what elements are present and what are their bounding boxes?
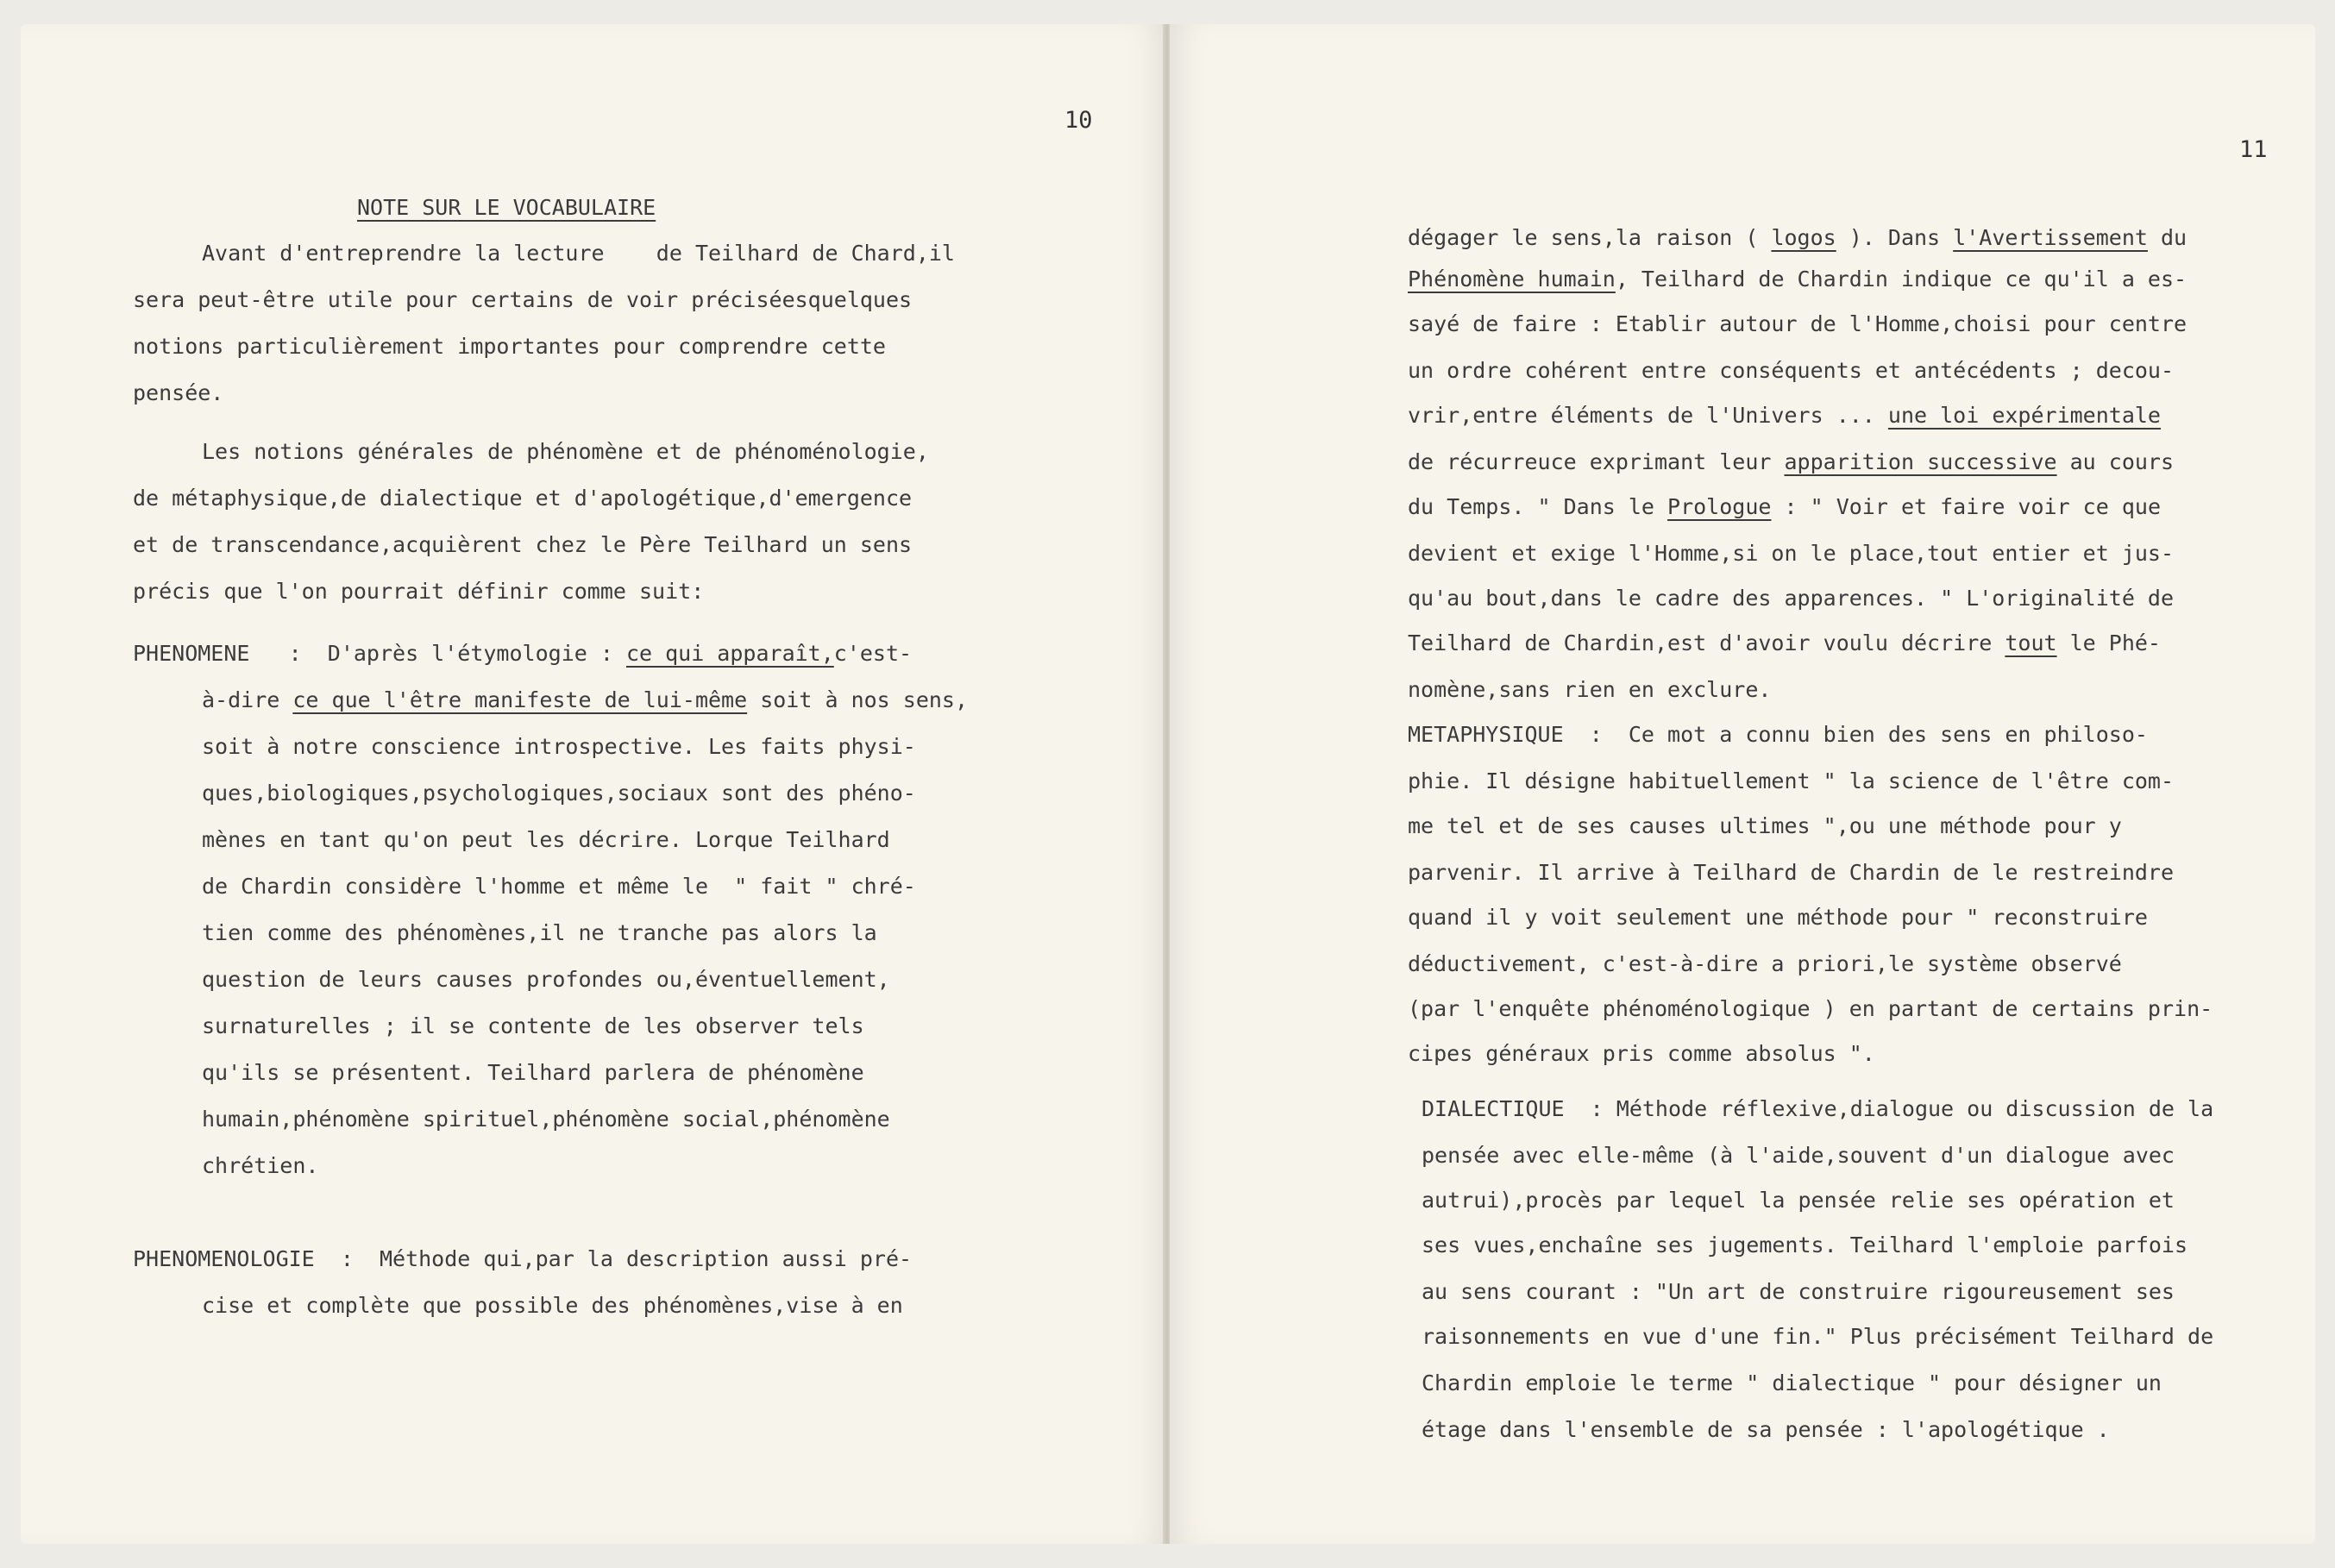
text-line: de métaphysique,de dialectique et d'apologétique,d'emergence <box>133 486 913 511</box>
text-line: cipes généraux pris comme absolus ". <box>1408 1041 1875 1066</box>
text-line: tien comme des phénomènes,il ne tranche pas alors la <box>202 920 877 945</box>
text-line: phie. Il désigne habituellement " la science de l'être com- <box>1408 768 2175 793</box>
text-line: vrir,entre éléments de l'Univers ... une loi expérimentale <box>1408 403 2161 428</box>
section-title: NOTE SUR LE VOCABULAIRE <box>357 195 656 220</box>
text-line: cise et complète que possible des phénomènes,vise à en <box>202 1293 903 1318</box>
text-line: du Temps. " Dans le Prologue : " Voir et faire voir ce que <box>1408 494 2161 519</box>
text-line: Teilhard de Chardin,est d'avoir voulu décrire tout le Phé- <box>1408 630 2161 655</box>
text-line: de Chardin considère l'homme et même le " fait " chré- <box>202 874 916 899</box>
text-line: chrétien. <box>202 1153 319 1178</box>
text-line: nomène,sans rien en exclure. <box>1408 677 1772 702</box>
right-page <box>1170 24 2315 1544</box>
definition-metaphysique: METAPHYSIQUE : Ce mot a connu bien des sens en philoso- <box>1408 722 2148 747</box>
text-line: devient et exige l'Homme,si on le place,tout entier et jus- <box>1408 541 2175 566</box>
text-line: de récurreuce exprimant leur apparition successive au cours <box>1408 449 2175 474</box>
text-line: Chardin emploie le terme " dialectique " pour désigner un <box>1422 1370 2162 1396</box>
page-number-right: 11 <box>2239 136 2268 163</box>
text-line: ses vues,enchaîne ses jugements. Teilhard l'emploie parfois <box>1422 1232 2188 1258</box>
text-line: étage dans l'ensemble de sa pensée : l'apologétique . <box>1422 1417 2110 1442</box>
text-line: autrui),procès par lequel la pensée relie ses opération et <box>1422 1188 2175 1213</box>
text-line: me tel et de ses causes ultimes ",ou une méthode pour y <box>1408 813 2122 838</box>
text-line: pensée. <box>133 380 224 405</box>
page-number-left: 10 <box>1064 107 1093 134</box>
text-line: notions particulièrement importantes pour comprendre cette <box>133 334 886 359</box>
text-line: déductivement, c'est-à-dire a priori,le système observé <box>1408 951 2122 976</box>
text-line: Les notions générales de phénomène et de phénoménologie, <box>202 439 929 464</box>
text-line: au sens courant : "Un art de construire rigoureusement ses <box>1422 1279 2175 1304</box>
text-line: question de leurs causes profondes ou,éventuellement, <box>202 967 890 992</box>
text-line: surnaturelles ; il se contente de les observer tels <box>202 1013 864 1038</box>
text-line: qu'ils se présentent. Teilhard parlera de phénomène <box>202 1060 864 1085</box>
text-line: Avant d'entreprendre la lecture de Teilhard de Chard,il <box>202 241 955 266</box>
left-page <box>21 24 1166 1544</box>
text-line: raisonnements en vue d'une fin." Plus précisément Teilhard de <box>1422 1324 2214 1349</box>
text-line: et de transcendance,acquièrent chez le Père Teilhard un sens <box>133 532 913 557</box>
text-line: parvenir. Il arrive à Teilhard de Chardin de le restreindre <box>1408 860 2175 885</box>
text-line: dégager le sens,la raison ( logos ). Dans l'Avertissement du <box>1408 225 2187 250</box>
definition-dialectique: DIALECTIQUE : Méthode réflexive,dialogue ou discussion de la <box>1422 1096 2214 1121</box>
text-line: à-dire ce que l'être manifeste de lui-même soit à nos sens, <box>202 687 969 712</box>
text-line: humain,phénomène spirituel,phénomène social,phénomène <box>202 1107 890 1132</box>
text-line: un ordre cohérent entre conséquents et antécédents ; decou- <box>1408 358 2175 383</box>
text-line: sayé de faire : Etablir autour de l'Homme,choisi pour centre <box>1408 311 2187 336</box>
text-line: soit à notre conscience introspective. Les faits physi- <box>202 734 916 759</box>
text-line: sera peut-être utile pour certains de voir préciséesquelques <box>133 287 913 312</box>
definition-phenomenologie: PHENOMENOLOGIE : Méthode qui,par la description aussi pré- <box>133 1246 913 1271</box>
text-line: précis que l'on pourrait définir comme suit: <box>133 579 705 604</box>
text-line: mènes en tant qu'on peut les décrire. Lorque Teilhard <box>202 827 890 852</box>
definition-phenomene: PHENOMENE : D'après l'étymologie : ce qui apparaît,c'est- <box>133 641 913 666</box>
text-line: pensée avec elle-même (à l'aide,souvent d'un dialogue avec <box>1422 1143 2175 1168</box>
text-line: qu'au bout,dans le cadre des apparences. " L'originalité de <box>1408 586 2175 611</box>
text-line: quand il y voit seulement une méthode pour " reconstruire <box>1408 905 2148 930</box>
text-line: (par l'enquête phénoménologique ) en partant de certains prin- <box>1408 996 2213 1021</box>
text-line: Phénomène humain, Teilhard de Chardin indique ce qu'il a es- <box>1408 267 2187 292</box>
text-line: ques,biologiques,psychologiques,sociaux sont des phéno- <box>202 781 916 806</box>
